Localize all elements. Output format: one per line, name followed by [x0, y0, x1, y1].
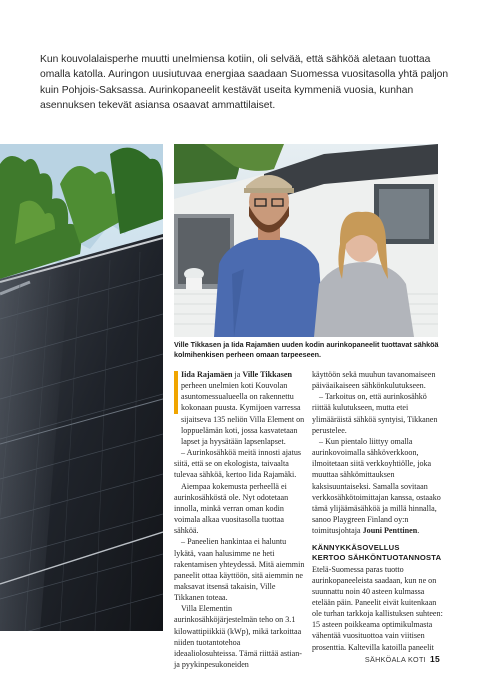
couple-photo — [174, 144, 438, 337]
article-column-1 — [174, 369, 305, 670]
paragraph: käyttöön sekä muuhun tavanomaiseen päiväaikaiseen sähkönkulutukseen. — [312, 370, 436, 391]
paragraph: Etelä-Suomessa paras tuotto aurinkopaneeleista saadaan, kun ne on suunnattu noin 40 asteen kulmassa etelään päin. Paneelit eivät kuitenkaan ole turhan tarkkoja kallistuksen suhteen: 15 asteen poikkeama optimikulmasta vähentää vuosituottoa vain viitisen prosenttia. Kaltevilla katoilla paneelit — [312, 564, 443, 652]
paragraph-text: – Kun pientalo liittyy omalla aurinkovoimalla sähköverkkoon, ilmoitetaan siitä verkkoyhtiölle, joka muuttaa sähkömittauksen kaksisuuntaiseksi. Samalla sovitaan verkkosähkötoimittajan kanssa, ostaako tämä ylijäämäsähköä ja millä hinnalla, sanoo Playgreen Finland oy:n toimitusjohtaja — [312, 436, 441, 536]
intro-paragraph — [174, 369, 305, 447]
subheading-line-1: KÄNNYKKÄSOVELLUS — [312, 543, 400, 553]
magazine-name: SÄHKÖALA KOTI — [364, 655, 426, 664]
paragraph: – Tarkoitus on, että aurinkosähkö riittää kulutukseen, mutta etei ylimääräistä sähköä syntyisi, Tikkanen perustelee. — [312, 392, 438, 435]
solar-panel-photo — [0, 144, 163, 631]
paragraph: – Paneelien hankintaa ei haluntu lykätä, vaan halusimme ne heti rakentamisen yhteydessä. Mitä aiemmin paneelit ottaa käyttöön, sitä aiemmin ne maksavat itsensä takaisin, Ville Tikkanen toteaa. — [174, 537, 305, 603]
lead-text: Kun kouvolalaisperhe muutti unelmiensa kotiin, oli selvää, että sähköä aletaan tuottaa omalla katolla. Auringon uusiutuvaa energiaa saadaan Suomessa vuositasolla yhtä paljon kuin Pohjois-Saksassa. Aurinkopaneelit kestävät useita kymmeniä vuosia, kunhan asennuksen tekevät asiansa osaavat ammattilaiset. — [40, 54, 449, 112]
page-number: 15 — [429, 654, 440, 664]
paragraph: Aiempaa kokemusta perheellä ei aurinkosähköstä ole. Nyt odotetaan innolla, minkä verran oman kodin voimala alkaa vuositasolla tuottaa sähköä. — [174, 481, 289, 536]
subheading-line-2: KERTOO SÄHKÖNTUOTANNOSTA — [312, 552, 442, 562]
paragraph — [312, 436, 443, 536]
name-iida: Iida Rajamäen — [181, 370, 233, 379]
intro-rest: perheen unelmien koti Kouvolan asuntomessualueella on rakennettu kokonaan puusta. Kymijoen varressa sijaitseva 135 neliön Villa Element on loppuelämän koti, jossa kasvatetaan lapset ja hyysätään lapsenlapset. — [181, 381, 305, 446]
photo-caption: Ville Tikkasen ja Iida Rajamäen uuden kodin aurinkopaneelit tuottavat sähköä kolmihenkisen perheen omaan tarpeeseen. — [174, 340, 439, 359]
paragraph-end: . — [417, 526, 420, 536]
name-jouni: Jouni Penttinen — [362, 526, 418, 536]
name-ville: Ville Tikkasen — [242, 370, 292, 379]
page-footer — [365, 654, 440, 664]
lead-paragraph — [40, 52, 452, 114]
subheading — [312, 543, 443, 562]
paragraph: – Aurinkosähköä meitä innosti ajatus siitä, että se on ekologista, taivaalta tulevaa sähköä, kertoo Iida Rajamäki. — [174, 448, 302, 480]
paragraph: Villa Elementin aurinkosähköjärjestelmän teho on 3.1 kilowattipiikkiä (kWp), mikä tarkoittaa niiden tuotantotehoa ideaaliolosuhteissa. Tämä riittää astian- ja pyykinpesukoneiden — [174, 604, 302, 670]
intro-join: ja — [232, 370, 243, 379]
article-column-2 — [312, 369, 443, 653]
